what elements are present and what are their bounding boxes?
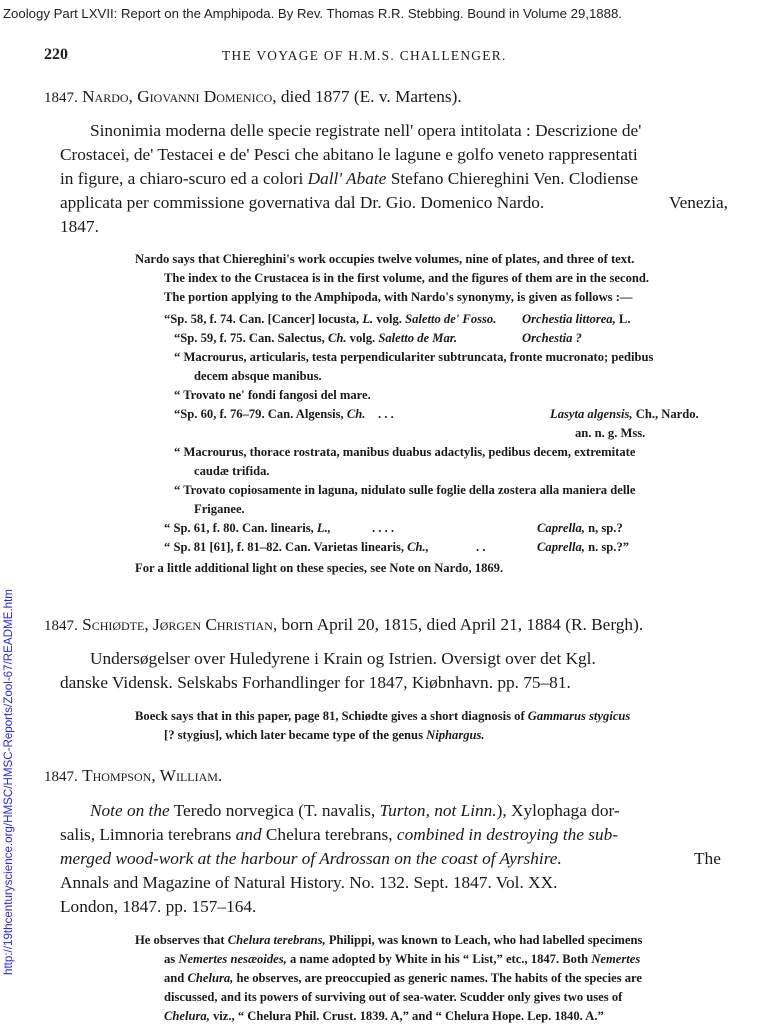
leader-dots: . . . [378, 407, 394, 421]
leader-dots: . . . . [372, 521, 395, 535]
page-number: 220 [44, 46, 68, 63]
quote-line-sp61: “ Sp. 61, f. 80. Can. linearis, L., [164, 521, 331, 535]
entry-footnote: For a little additional light on these species, see Note on Nardo, 1869. [135, 561, 504, 575]
entry-year: 1847. [44, 618, 78, 634]
note-line: as Nemertes nesæoides, a name adopted by White in his “ List,” etc., 1847. Both Nemertes [164, 952, 641, 966]
title-line: 1847. [60, 217, 99, 236]
entry-heading [44, 615, 643, 635]
quote-line-sp60: “Sp. 60, f. 76–79. Can. Algensis, Ch. [174, 407, 366, 421]
quote-line: “ Trovato ne' fondi fangosi del mare. [174, 388, 371, 402]
entry-author: Schiødte, Jørgen Christian, [82, 615, 278, 634]
quote-line: caudæ trifida. [194, 464, 270, 478]
title-line: Crostacei, de' Testacei e de' Pesci che abitano le lagune e golfo veneto rappresentati [60, 145, 638, 164]
entry-heading [44, 87, 462, 107]
note-line: discussed, and its powers of surviving out of sea-water. Scudder only gives two uses of [164, 990, 623, 1004]
quote-line-sp59: “Sp. 59, f. 75. Can. Salectus, Ch. volg. Saletto de Mar. [174, 331, 458, 345]
quote-line-sp81: “ Sp. 81 [61], f. 81–82. Can. Varietas linearis, Ch., [164, 540, 429, 554]
title-line: Undersøgelser over Huledyrene i Krain og Istrien. Oversigt over det Kgl. [90, 649, 596, 668]
running-head: THE VOYAGE OF H.M.S. CHALLENGER. [222, 48, 507, 63]
quote-line: Friganee. [194, 502, 245, 516]
quote-line: “ Macrourus, thorace rostrata, manibus duabus adactylis, pedibus decem, extremitate [174, 445, 636, 459]
title-line: danske Vidensk. Selskabs Forhandlinger for 1847, Kiøbnhavn. pp. 75–81. [60, 673, 571, 692]
leader-dots: . . [476, 540, 486, 554]
title-line-end: The [694, 849, 721, 868]
quote-line: “ Macrourus, articularis, testa perpendiculariter subtruncata, fronte mucronato; pedibus [174, 350, 654, 364]
title-line-place: Venezia, [669, 193, 729, 212]
note-line: [? stygius], which later became type of the genus Niphargus. [164, 728, 485, 742]
title-line: applicata per commissione governativa dal Dr. Gio. Domenico Nardo. [60, 193, 545, 212]
note-line: Boeck says that in this paper, page 81, Schiødte gives a short diagnosis of Gammarus stygicus [135, 709, 631, 723]
quote-synonym-sp60-b: an. n. g. Mss. [575, 426, 646, 440]
quote-synonym-sp61: Caprella, n, sp.? [537, 521, 623, 535]
entry-year: 1847. [44, 90, 78, 106]
entry-heading [44, 766, 222, 786]
note-line: Nardo says that Chiereghini's work occupies twelve volumes, nine of plates, and three of text. [135, 252, 635, 266]
entry-author-note: born April 20, 1815, died April 21, 1884 (R. Bergh). [281, 615, 644, 634]
entry-year: 1847. [44, 769, 78, 785]
quote-line: “ Trovato copiosamente in laguna, nidulato sulle foglie della zostera alla maniera delle [174, 483, 636, 497]
quote-synonym-sp58: Orchestia littorea, L. [522, 312, 631, 326]
document-banner: Zoology Part LXVII: Report on the Amphipoda. By Rev. Thomas R.R. Stebbing. Bound in Volume 29,1888. [3, 6, 622, 21]
title-line: Note on the Teredo norvegica (T. navalis, Turton, not Linn.), Xylophaga dor- [90, 801, 620, 820]
title-line: Annals and Magazine of Natural History. No. 132. Sept. 1847. Vol. XX. [60, 873, 558, 892]
quote-line-sp58: “Sp. 58, f. 74. Can. [Cancer] locusta, L. volg. Saletto de' Fosso. [164, 312, 497, 326]
quote-synonym-sp59: Orchestia ? [522, 331, 582, 345]
title-line: salis, Limnoria terebrans and Chelura terebrans, combined in destroying the sub- [60, 825, 619, 844]
note-line: Chelura, viz., “ Chelura Phil. Crust. 1839. A,” and “ Chelura Hope. Lep. 1840. A.” [164, 1009, 604, 1023]
note-line: The portion applying to the Amphipoda, with Nardo's synonymy, is given as follows :— [164, 290, 633, 304]
title-line: in figure, a chiaro-scuro ed a colori Dall' Abate Stefano Chiereghini Ven. Clodiense [60, 169, 639, 188]
title-line: merged wood-work at the harbour of Ardrossan on the coast of Ayrshire. [60, 849, 562, 868]
entry-author-note: died 1877 (E. v. Martens). [280, 87, 462, 106]
title-line: Sinonimia moderna delle specie registrate nell' opera intitolata : Descrizione de' [90, 121, 642, 140]
title-line: London, 1847. pp. 157–164. [60, 897, 257, 916]
note-line: The index to the Crustacea is in the first volume, and the figures of them are in the second. [164, 271, 650, 285]
note-line: and Chelura, he observes, are preoccupied as generic names. The habits of the species are [164, 971, 642, 985]
note-line: He observes that Chelura terebrans, Philippi, was known to Leach, who had labelled specimens [135, 933, 643, 947]
quote-synonym-sp60: Lasyta algensis, Ch., Nardo. [550, 407, 699, 421]
quote-line: decem absque manibus. [194, 369, 322, 383]
quote-synonym-sp81: Caprella, n. sp.?” [537, 540, 630, 554]
entry-author: Nardo, Giovanni Domenico, [82, 87, 277, 106]
source-url-link[interactable]: http://19thcenturyscience.org/HMSC/HMSC-Reports/Zool-67/README.htm [2, 589, 15, 975]
entry-author: Thompson, William. [82, 766, 223, 785]
